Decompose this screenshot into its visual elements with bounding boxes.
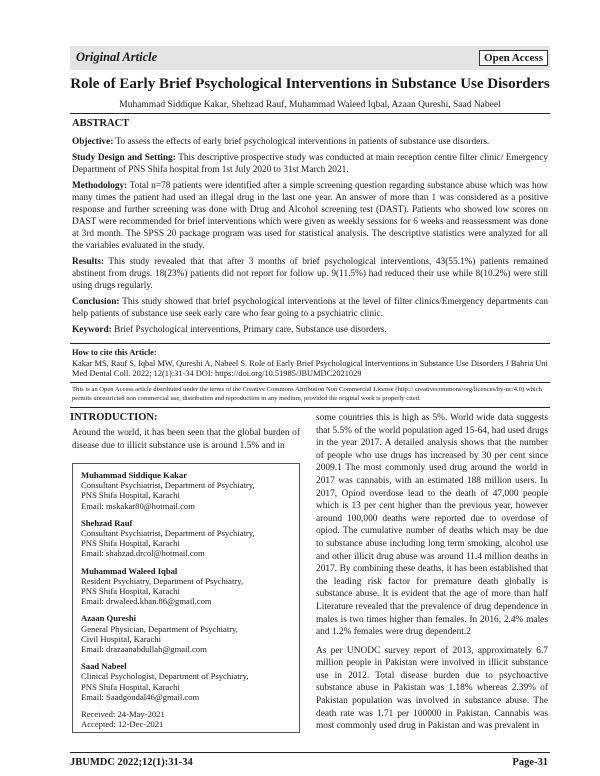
open-access-badge: Open Access	[479, 50, 548, 66]
abstract-design: Study Design and Setting: This descriptive prospective study was conducted at main reception centre filter clinic/ Emergency Department of PNS Shifa hospital from 1st July 2020 to 31st March 2021.	[72, 153, 548, 175]
footer-rule	[70, 752, 550, 753]
abstract-top-rule	[70, 113, 550, 114]
author-affiliations-box	[72, 463, 300, 733]
intro-paragraph-1: some countries this is high as 5%. World wide data suggests that 5.5% of the world population aged 15-64, had used drugs in the year 2017. A detailed analysis shows that the number of people who use drugs has increased by 30 per cent since 2009.1 The most commonly used drug around the world in 2017 was cannabis, with an estimated 188 million users. In 2017, Opiod overdose lead to the death of 47,000 people which is 13 per cent higher than the previous year, however around 100,000 deaths were reported due to overdose of opiod. The cumulative number of deaths which may be due to substance abuse including long term smoking, alcohol use and other illicit drug abuse was around 11.4 million deaths in 2017. By combining these deaths, it has been established that the leading risk factor for premature death globally is substance abuse. It is evident that the age of more than half Literature revealed that the prevalence of drug dependence in males is two times higher than females. In 2016, 2.4% males and 1.2% females were drug dependent.2	[316, 413, 548, 638]
body-top-rule	[70, 407, 550, 408]
affiliation-item: Saad Nabeel Clinical Psychologist, Department of Psychiatry, PNS Shifa Hospital, Karachi Email: Saadgondal46@gmail.com	[81, 661, 249, 702]
introduction-right-column	[316, 412, 548, 739]
introduction-left-text: Around the world, it has been seen that the global burden of disease due to illicit substance use is around 1.5% and in	[72, 428, 300, 451]
received-date: Received: 24-May-2021	[81, 709, 165, 720]
introduction-heading: INTRODUCTION:	[70, 412, 158, 423]
abstract-keywords: Keyword: Brief Psychological interventions, Primary care, Substance use disorders.	[72, 325, 387, 335]
license-rule	[70, 382, 550, 383]
abstract-heading: ABSTRACT	[72, 118, 130, 129]
article-title: Role of Early Brief Psychological Interventions in Substance Use Disorders	[70, 76, 550, 92]
citation-rule	[70, 343, 550, 344]
accepted-date: Accepted: 12-Dec-2021	[81, 719, 164, 730]
citation-heading: How to cite this Article:	[72, 348, 157, 357]
author-list: Muhammad Siddique Kakar, Shehzad Rauf, Muhammad Waleed Iqbal, Azaan Qureshi, Saad Nabeel	[119, 100, 501, 110]
abstract-results: Results: This study revealed that that after 3 months of brief psychological interventions, 43(55.1%) patients remained abstinent from drugs. 18(23%) patients did not report for follow up. 9(11.5%) had reduced their use while 8(10.2%) were still using drugs regularly.	[72, 257, 549, 291]
affiliation-item: Muhammad Waleed Iqbal Resident Psychiatry, Department of Psychiatry, PNS Shifa Hospital, Karachi Email: drwaleed.khan.86@gmail.com	[81, 565, 244, 607]
abstract-methodology: Methodology: Total n=78 patients were identified after a simple screening question regarding substance abuse which was how many times the patient had used an illegal drug in the last one year. An answer of more than 1 was considered as a positive response and further screening was done with Drug and Alcohol screening test (DAST). Patients who showed low scores on DAST were recommended for brief interventions which were given as weekly sessions for 6 weeks and reassessment was done at 3rd month. The SPSS 20 package program was used for statistical analysis. The descriptive statistics were analyzed for all the variables evaluated in the study.	[72, 181, 548, 251]
abstract-body	[72, 136, 548, 340]
affiliation-item: Azaan Qureshi General Physician, Department of Psychiatry, Civil Hospital, Karachi Email: drazaanabdullah@gmail.com	[81, 613, 238, 655]
affiliation-item: Muhammad Siddique Kakar Consultant Psychiatrist, Department of Psychiatry, PNS Shifa Hospital, Karachi Email: mskakar80@hotmail.com	[81, 470, 255, 511]
page-number: Page-31	[512, 757, 548, 768]
citation-block	[72, 348, 548, 380]
journal-reference: JBUMDC 2022;12(1):31-34	[70, 757, 193, 768]
license-text: This is an Open Access article distributed under the terms of the Creative Commons Attribution Non Commercial License (http:// creativecommons/org/licences/by-nc/4.0) which permits unrestricted non commercial use, distribution and reproduction in any medium, provided the original work is properly cited.	[72, 386, 542, 402]
article-type: Original Article	[76, 50, 158, 64]
abstract-objective: Objective: To assess the effects of early brief psychological interventions in patients of substance use disorders.	[72, 137, 490, 147]
affiliation-item: Shehzad Rauf Consultant Psychiatrist, Department of Psychiatry, PNS Shifa Hospital, Karachi Email: shahzad.drcol@hotmail.com	[81, 517, 255, 559]
citation-text: Kakar MS, Rauf S, Iqbal MW, Qureshi A, Nabeel S. Role of Early Brief Psychological Interventions in Substance Use Disorders J Bahria Uni Med Dental Coll. 2022; 12(1):31-34 DOI: https://doi.org/10.51985/JBUMDC2021029	[72, 358, 548, 378]
abstract-conclusion: Conclusion: This study showed that brief psychological interventions at the level of filter clinics/Emergency departments can help patients of substance use seek early care who fear going to a psychiatric clinic.	[72, 297, 548, 319]
intro-paragraph-2: As per UNODC survey report of 2013, approximately 6.7 million people in Pakistan were involved in illicit substance use in 2012. Total disease burden due to psychoactive substance abuse in Pakistan was 1.18% whereas 2.39% of Pakistan population was involved in substance abuse. The death rate was 1.71 per 100000 in Pakistan. Cannabis was most commonly used drug in Pakistan and was prevalent in	[316, 645, 548, 732]
